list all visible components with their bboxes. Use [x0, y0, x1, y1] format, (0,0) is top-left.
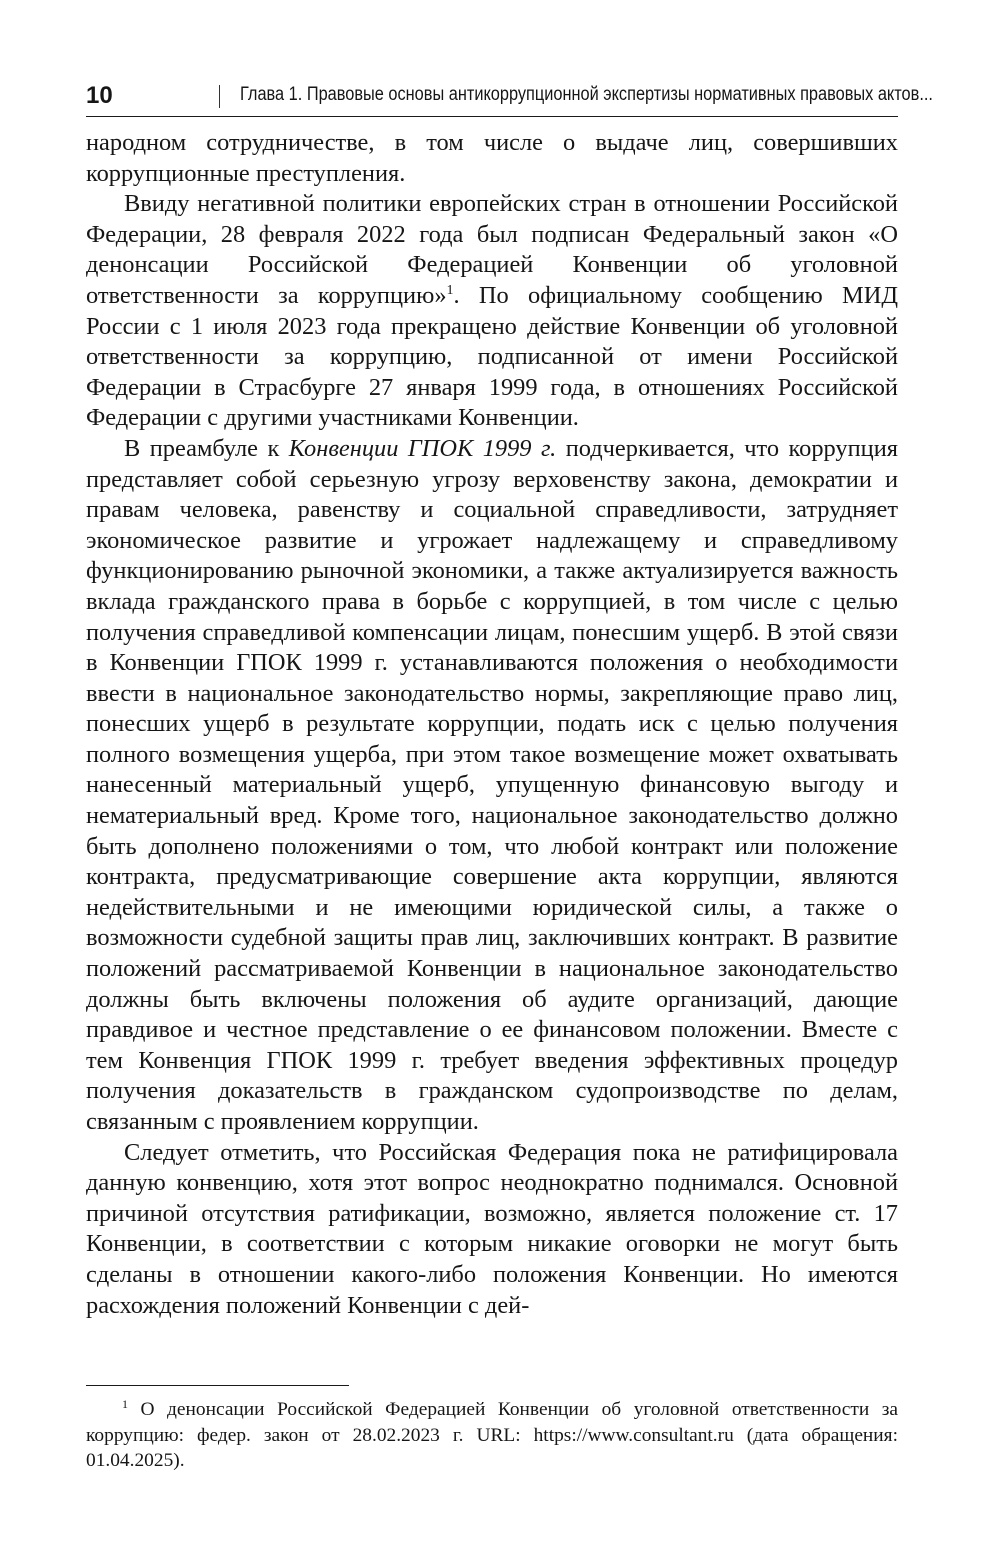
footnote — [86, 1397, 898, 1474]
paragraph-text: народном сотрудничестве, в том числе о выдаче лиц, совершивших коррупционные преступления. — [86, 129, 898, 187]
paragraph-text: Следует отметить, что Российская Федерация пока не ратифицировала данную конвенцию, хотя этот вопрос неоднократно поднимался. Основной причиной отсутствия ратификации, возможно, является положение ст. 17 Конвенции, в соответствии с которым никакие оговорки не могут быть сделаны в отношении какого-либо положения Конвенции. Но имеются расхождения положений Конвенции с дей- — [86, 1138, 898, 1319]
paragraph-text: В преамбуле к — [124, 434, 289, 462]
convention-title-italic: Конвенции ГПОК 1999 г. — [288, 434, 557, 462]
chapter-title: Глава 1. Правовые основы антикоррупционной экспертизы нормативных правовых актов... — [240, 84, 933, 105]
paragraph-text: . По официальному сообщению МИД России с 1 июля 2023 года прекращено действие Конвенции об уголовной ответственности за коррупцию, подписанной от имени Российской Федерации в Страсбурге 27 января 1999 года, в отношениях Российской Федерации с другими участниками Конвенции. — [86, 281, 898, 432]
paragraph-text: Ввиду негативной политики европейских стран в отношении Российской Федерации, 28 февраля 2022 года был подписан Федеральный закон «О денонсации Российской Федерацией Конвенции об уголовной ответственности за коррупцию» — [86, 190, 898, 309]
footnote-divider — [86, 1385, 349, 1386]
paragraph-denunciation — [86, 189, 898, 434]
paragraph-text: подчеркивается, что коррупция представляет собой серьезную угрозу верховенству закона, демократии и правам человека, равенству и социальной справедливости, затрудняет экономическое развитие и угрожает надлежащему и справедливому функционированию рыночной экономики, а также актуализируется важность вклада гражданского права в борьбе с коррупцией, в том числе с целью получения справедливой компенсации лицам, понесшим ущерб. В этой связи в Конвенции ГПОК 1999 г. устанавливаются положения о необходимости ввести в национальное законодательство нормы, закрепляющие право лиц, понесших ущерб в результате коррупции, подать иск с целью получения полного возмещения ущерба, при этом такое возмещение может охватывать нанесенный материальный ущерб, упущенную финансовую выгоду и нематериальный вред. Кроме того, национальное законодательство должно быть дополнено положениями о том, что любой контракт или положение контракта, предусматривающие совершение акта коррупции, являются недействительными и не имеющими юридической силы, а также о возможности судебной защиты прав лиц, заключивших контракт. В развитие положений рассматриваемой Конвенции в национальное законодательство должны быть включены положения об аудите организаций, дающие правдивое и честное представление о ее финансовом положении. Вместе с тем Конвенция ГПОК 1999 г. требует введения эффективных процедур получения доказательств в гражданском судопроизводстве по делам, связанным с проявлением коррупции. — [86, 434, 898, 1135]
header-separator — [219, 85, 220, 108]
footnote-reference[interactable]: 1 — [446, 282, 454, 298]
paragraph-ratification — [86, 1138, 898, 1322]
running-head — [86, 80, 933, 117]
paragraph-continued — [86, 128, 898, 189]
footnote-text: О денонсации Российской Федерацией Конвенции об уголовной ответственности за коррупцию: федер. закон от 28.02.2023 г. URL: https://www.consultant.ru (дата обращения: 01.04.2025). — [86, 1399, 898, 1471]
paragraph-preamble — [86, 434, 898, 1138]
body-text — [86, 128, 898, 1321]
footnote-marker: 1 — [122, 1397, 128, 1411]
page-number: 10 — [86, 82, 113, 109]
